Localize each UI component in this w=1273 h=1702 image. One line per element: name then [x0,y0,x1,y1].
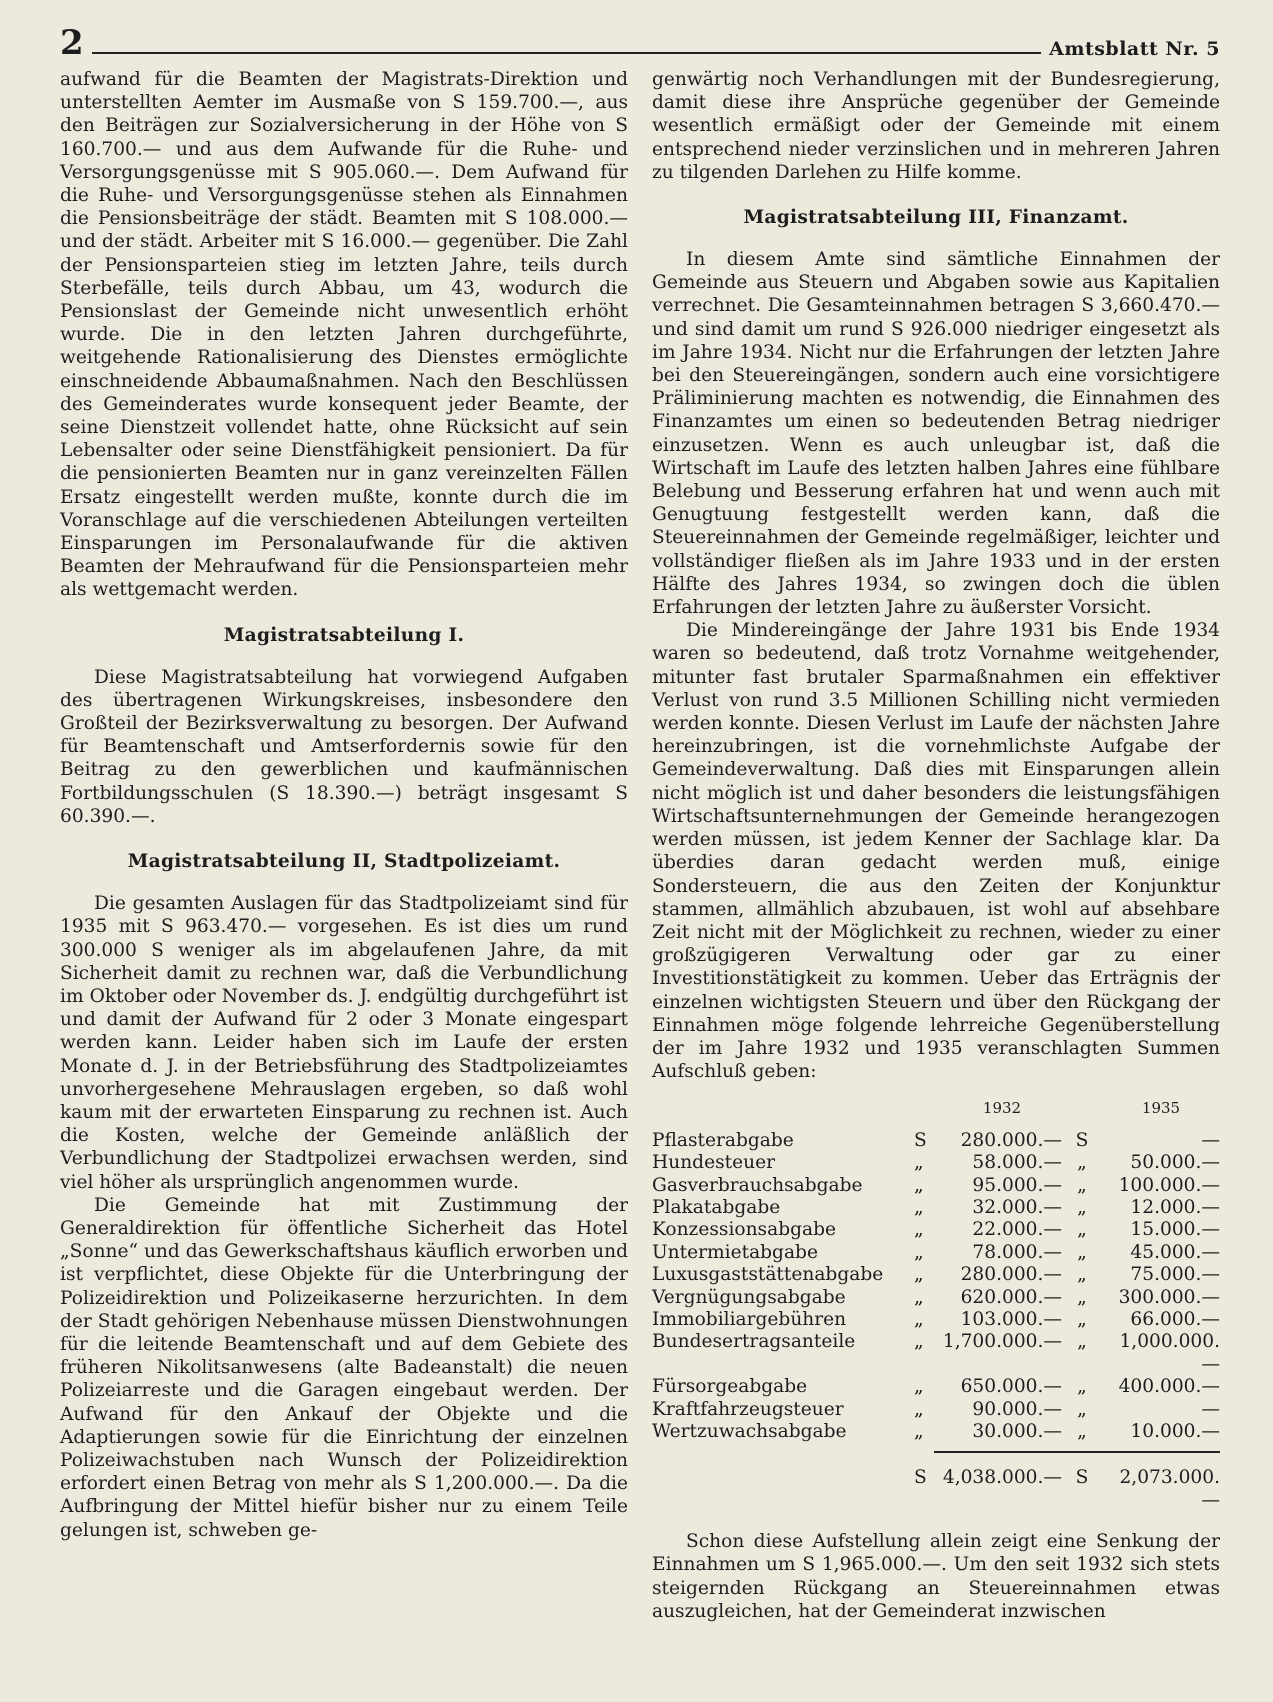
value-1932: 95.000.— [972,1174,1062,1196]
table-row [652,1287,1220,1309]
currency-1935: „ [1077,1241,1087,1263]
section-heading: Magistratsabteilung II, Stadtpolizeiamt. [127,851,561,873]
paragraph: Die Mindereingänge der Jahre 1931 bis Ende 1934 waren so bedeutend, daß trotz Vornahme weitgehender, mitunter fast brutaler Sparmaßnahmen ein effektiver Verlust von rund 3.5 Millionen Schilling nicht vermieden werden konnte. Diesen Verlust im Laufe der nächsten Jahre hereinzubringen, ist die vornehmlichste Aufgabe der Gemeindeverwaltung. Daß dies mit Einsparungen allein nicht möglich ist und daher besonders die leistungsfähigen Wirtschaftsunternehmungen der Gemeinde herangezogen werden müssen, ist jedem Kenner der Sachlage klar. Da überdies daran gedacht werden muß, einige Sondersteuern, die aus den Zeiten der Konjunktur stammen, allmählich abzubauen, ist wohl auf absehbare Zeit nicht mit der Möglichkeit zu rechnen, wieder zu einer großzügigeren Verwaltung oder gar zu einer Investitionstätigkeit zu kommen. Ueber das Erträgnis der einzelnen wichtigsten Steuern und über den Rückgang der Einnahmen möge folgende lehrreiche Gegenüberstellung der im Jahre 1932 und 1935 veranschlagten Summen Aufschluß geben: [652,620,1220,1083]
value-1935: 15.000.— [1130,1219,1220,1241]
tax-table-total [652,1467,1220,1512]
value-1935: — [1201,1398,1220,1420]
tax-table-header [652,1097,1220,1119]
tax-name: Vergnügungsabgabe [652,1286,846,1308]
value-1932: 620.000.— [960,1286,1062,1308]
total-currency-1935: S [1075,1467,1089,1489]
tax-name: Fürsorgeabgabe [652,1376,808,1398]
value-1932: 103.000.— [960,1308,1062,1330]
currency-1935: „ [1077,1376,1087,1398]
currency-1932: „ [914,1264,924,1286]
currency-1935: „ [1077,1421,1087,1443]
header-rule [92,52,1041,54]
value-1932: 32.000.— [972,1196,1062,1218]
paragraph: Die gesamten Auslagen für das Stadtpolizeiamt sind für 1935 mit S 963.470.— vorgesehen. Es ist dies um rund 300.000 S weniger als im abgelaufenen Jahre, da mit Sicherheit damit zu rechnen war, daß die Verbundlichung im Oktober oder November ds. J. endgültig durchgeführt ist und damit der Aufwand für 2 oder 3 Monate eingespart werden kann. Leider haben sich im Laufe der ersten Monate d. J. in der Betriebsführung des Stadtpolizeiamtes unvorhergesehene Mehrauslagen ergeben, so daß wohl kaum mit der erwarteten Einsparung zu rechnen ist. Auch die Kosten, welche der Gemeinde anläßlich der Verbundlichung der Stadtpolizei erwachsen werden, sind viel höher als ursprünglich angenommen wurde. [60,893,628,1193]
currency-1932: „ [914,1376,924,1398]
paragraph: Schon diese Aufstellung allein zeigt eine Senkung der Einnahmen um S 1,965.000.—. Um den seit 1932 sich stets steigernden Rückgang an Steuereinnahmen etwas auszugleichen, hat der Gemeinderat inzwischen [652,1531,1220,1622]
value-1932: 1,700.000.— [942,1331,1062,1353]
value-1935: 50.000.— [1130,1152,1220,1174]
currency-1932: „ [914,1331,924,1353]
table-row [652,1130,1220,1152]
total-1932: 4,038.000.— [942,1467,1062,1489]
table-row [652,1197,1220,1219]
total-currency-1932: S [914,1467,927,1489]
value-1935: 1,000.000.— [1119,1331,1220,1375]
year-1932-label: 1932 [982,1099,1022,1118]
issue-label: Amtsblatt Nr. 5 [1049,38,1220,60]
tax-name: Kraftfahrzeugsteuer [652,1398,844,1420]
value-1932: 30.000.— [972,1421,1062,1443]
value-1932: 22.000.— [972,1219,1062,1241]
tax-table-rows [652,1130,1220,1444]
paragraph: In diesem Amte sind sämtliche Einnahmen der Gemeinde aus Steuern und Abgaben sowie aus Kapitalien verrechnet. Die Gesamteinnahmen betragen S 3,660.470.— und sind damit um rund S 926.000 niedriger eingesetzt als im Jahre 1934. Nicht nur die Erfahrungen der letzten Jahre bei den Steuereingängen, sondern auch eine vorsichtigere Präliminierung machten es notwendig, die Einnahmen des Finanzamtes um einen so bedeutenden Betrag niedriger einzusetzen. Wenn es auch unleugbar ist, daß die Wirtschaft im Laufe des letzten halben Jahres eine fühlbare Belebung und Besserung erfahren hat und wenn auch mit Genugtuung festgestellt werden kann, daß die Steuereinnahmen der Gemeinde regelmäßiger, leichter und vollständiger fließen als im Jahre 1933 und in der ersten Hälfte des Jahres 1934, so zwingen doch die üblen Erfahrungen der letzten Jahre zu äußerster Vorsicht. [652,249,1220,619]
currency-1935: „ [1077,1196,1087,1218]
total-1935: 2,073.000.— [1119,1467,1220,1511]
currency-1935: „ [1077,1398,1087,1420]
tax-name: Hundesteuer [652,1152,775,1174]
value-1935: 10.000.— [1130,1421,1220,1443]
paragraph: Die Gemeinde hat mit Zustimmung der Generaldirektion für öffentliche Sicherheit das Hotel „Sonne“ und das Gewerkschaftshaus käuflich erworben und ist verpflichtet, diese Objekte für die Unterbringung der Polizeidirektion und Polizeikaserne herzurichten. In dem der Stadt gehörigen Nebenhause müssen Dienstwohnungen für die leitende Beamtenschaft und auf dem Gebiete des früheren Nikolitsanwesens (alte Badeanstalt) die neuen Polizeiarreste und die Garagen eingebaut werden. Der Aufwand für den Ankauf der Objekte und die Adaptierungen sowie für die Einrichtung der einzelnen Polizeiwachstuben nach Wunsch der Polizeidirektion erfordert einen Betrag von mehr als S 1,200.000.—. Da die Aufbringung der Mittel hiefür bisher nur zu einem Teile gelungen ist, schweben ge- [60,1194,628,1541]
value-1935: 300.000.— [1118,1286,1220,1308]
value-1932: 58.000.— [972,1152,1062,1174]
currency-1932: „ [914,1308,924,1330]
currency-1935: S [1075,1129,1089,1151]
tax-name: Bundesertragsanteile [652,1331,856,1353]
currency-1932: „ [914,1398,924,1420]
tax-name: Pflasterabgabe [652,1129,794,1151]
tax-name: Konzessionsabgabe [652,1219,836,1241]
value-1935: — [1201,1129,1220,1151]
value-1935: 66.000.— [1130,1308,1220,1330]
tax-name: Gasverbrauchsabgabe [652,1174,863,1196]
table-row [652,1264,1220,1286]
table-row [652,1242,1220,1264]
currency-1932: „ [914,1174,924,1196]
left-column [60,68,628,1542]
currency-1935: „ [1077,1331,1087,1353]
value-1935: 400.000.— [1118,1376,1220,1398]
value-1932: 78.000.— [972,1241,1062,1263]
tax-name: Plakatabgabe [652,1196,781,1218]
currency-1935: „ [1077,1286,1087,1308]
currency-1935: „ [1077,1308,1087,1330]
tax-name: Untermietabgabe [652,1241,818,1263]
currency-1935: „ [1077,1152,1087,1174]
value-1932: 280.000.— [960,1129,1062,1151]
value-1935: 100.000.— [1118,1174,1220,1196]
sum-rule [934,1451,1220,1453]
value-1932: 90.000.— [972,1398,1062,1420]
page-header [60,14,1220,63]
currency-1932: „ [914,1152,924,1174]
value-1932: 280.000.— [960,1264,1062,1286]
tax-name: Immobiliargebühren [652,1308,847,1330]
table-row [652,1331,1220,1376]
paragraph: Diese Magistratsabteilung hat vorwiegend Aufgaben des übertragenen Wirkungskreises, insbesondere den Großteil der Bezirksverwaltung zu besorgen. Der Aufwand für Beamtenschaft und Amtserfordernis sowie für den Beitrag zu den gewerblichen und kaufmännischen Fortbildungsschulen (S 18.390.—) beträgt insgesamt S 60.390.—. [60,666,628,827]
currency-1935: „ [1077,1219,1087,1241]
tax-name: Luxusgaststättenabgabe [652,1264,884,1286]
right-column [652,68,1220,1623]
table-row [652,1175,1220,1197]
table-row [652,1309,1220,1331]
section-heading: Magistratsabteilung I. [223,624,465,646]
currency-1932: „ [914,1241,924,1263]
year-1935-label: 1935 [1141,1099,1181,1118]
table-row [652,1376,1220,1398]
currency-1932: „ [914,1196,924,1218]
tax-name: Wertzuwachsabgabe [652,1421,847,1443]
currency-1935: „ [1077,1174,1087,1196]
tax-table [652,1097,1220,1512]
currency-1932: „ [914,1286,924,1308]
value-1935: 45.000.— [1130,1241,1220,1263]
table-row [652,1219,1220,1241]
section-heading: Magistratsabteilung III, Finanzamt. [743,207,1129,229]
table-row [652,1421,1220,1443]
currency-1935: „ [1077,1264,1087,1286]
page-number: 2 [60,23,84,63]
table-row [652,1152,1220,1174]
currency-1932: „ [914,1219,924,1241]
value-1935: 12.000.— [1130,1196,1220,1218]
table-row [652,1399,1220,1421]
currency-1932: S [914,1129,927,1151]
paragraph: aufwand für die Beamten der Magistrats-Direktion und unterstellten Aemter im Ausmaße von S 159.700.—, aus den Beiträgen zur Sozialversicherung in der Höhe von S 160.700.— und aus dem Aufwande für die Ruhe- und Versorgungsgenüsse mit S 905.060.—. Dem Aufwand für die Ruhe- und Versorgungsgenüsse stehen als Einnahmen die Pensionsbeiträge der städt. Beamten mit S 108.000.— und der städt. Arbeiter mit S 16.000.— gegenüber. Die Zahl der Pensionsparteien stieg im letzten Jahre, teils durch Sterbefälle, teils durch Abbau, um 43, wodurch die Pensionslast der Gemeinde nicht unwesentlich erhöht wurde. Die in den letzten Jahren durchgeführte, weitgehende Rationalisierung des Dienstes ermöglichte einschneidende Abbaumaßnahmen. Nach den Beschlüssen des Gemeinderates wurde konsequent jeder Beamte, der seine Dienstzeit vollendet hatte, ohne Rücksicht auf sein Lebensalter oder seine Dienstfähigkeit pensioniert. Da für die pensionierten Beamten nur in ganz vereinzelten Fällen Ersatz eingestellt werden mußte, konnte durch die im Voranschlage auf die verschiedenen Abteilungen verteilten Einsparungen im Personalaufwande für die aktiven Beamten der Mehraufwand für die Pensionsparteien mehr als wettgemacht werden. [60,69,628,601]
paragraph: genwärtig noch Verhandlungen mit der Bundesregierung, damit diese ihre Ansprüche gegenüber der Gemeinde wesentlich ermäßigt oder der Gemeinde mit einem entsprechend nieder verzinslichen und in mehreren Jahren zu tilgenden Darlehen zu Hilfe komme. [652,69,1220,183]
value-1935: 75.000.— [1130,1264,1220,1286]
value-1932: 650.000.— [960,1376,1062,1398]
currency-1932: „ [914,1421,924,1443]
